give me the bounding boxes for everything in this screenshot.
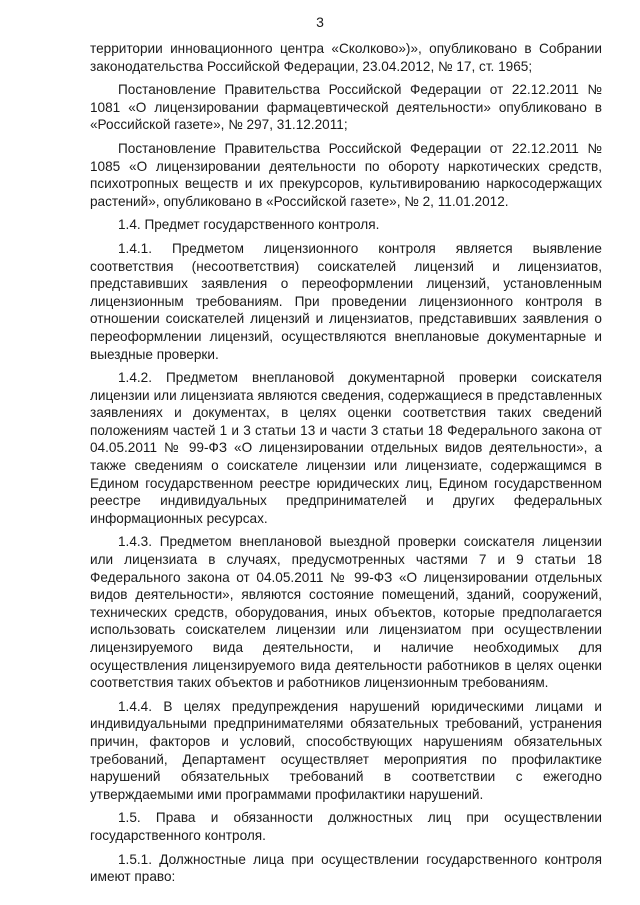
section-heading-1-5: 1.5. Права и обязанности должностных лиц при осуществлении государственного контроля. bbox=[90, 810, 602, 843]
paragraph-1-4-2: 1.4.2. Предметом внеплановой документарной проверки соискателя лицензии или лицензиата являются сведения, содержащиеся в представленных заявлениях и документах, в целях оценки соответствия таких сведений положениям частей 1 и 3 статьи 13 и части 3 статьи 18 Федерального закона от 04.05.2011 № 99-ФЗ «О лицензировании отдельных видов деятельности», а также сведениям о соискателе лицензии или лицензиате, содержащимся в Едином государственном реестре юридических лиц, Едином государственном реестре индивидуальных предпринимателей и других федеральных информационных ресурсах. bbox=[90, 370, 602, 526]
paragraph-1-4-4: 1.4.4. В целях предупреждения нарушений юридическими лицами и индивидуальными предпринимателями обязательных требований, устранения причин, факторов и условий, способствующих нарушениям обязательных требований, Департамент осуществляет мероприятия по профилактике нарушений обязательных требований в соответствии с ежегодно утверждаемыми ими программами профилактики нарушений. bbox=[90, 698, 602, 802]
paragraph-resolution-1085: Постановление Правительства Российской Федерации от 22.12.2011 № 1085 «О лицензировании деятельности по обороту наркотических средств, психотропных веществ и их прекурсоров, культивированию наркосодержащих растений», опубликовано в «Российской газете», № 2, 11.01.2012. bbox=[90, 140, 602, 209]
paragraph-1-4-3: 1.4.3. Предметом внеплановой выездной проверки соискателя лицензии или лицензиата в случаях, предусмотренных частями 7 и 9 статьи 18 Федерального закона от 04.05.2011 № 99-ФЗ «О лицензировании отдельных видов деятельности», являются состояние помещений, зданий, сооружений, технических средств, оборудования, иных объектов, которые предполагается использовать соискателем лицензии или лицензиатом при осуществлении лицензируемого вида деятельности, и наличие необходимых для осуществления лицензируемого вида деятельности работников в целях оценки соответствия таких объектов и работников лицензионным требованиям. bbox=[90, 534, 602, 691]
document-body bbox=[90, 40, 602, 886]
paragraph-continuation: территории инновационного центра «Сколково»)», опубликовано в Собрании законодательства Российской Федерации, 23.04.2012, № 17, ст. 1965; bbox=[90, 41, 602, 74]
paragraph-1-4-1: 1.4.1. Предметом лицензионного контроля является выявление соответствия (несоответствия) соискателей лицензий и лицензиатов, представивших заявления о переоформлении лицензий, установленным лицензионным требованиям. При проведении лицензионного контроля в отношении соискателей лицензий и лицензиатов, представивших заявления о переоформлении лицензий, осуществляются внеплановые документарные и выездные проверки. bbox=[90, 240, 602, 362]
page-number: 3 bbox=[316, 14, 324, 30]
section-heading-1-4: 1.4. Предмет государственного контроля. bbox=[118, 217, 380, 233]
paragraph-resolution-1081: Постановление Правительства Российской Федерации от 22.12.2011 № 1081 «О лицензировании фармацевтической деятельности» опубликовано в «Российской газете», № 297, 31.12.2011; bbox=[90, 82, 602, 133]
paragraph-1-5-1: 1.5.1. Должностные лица при осуществлении государственного контроля имеют право: bbox=[90, 851, 602, 885]
